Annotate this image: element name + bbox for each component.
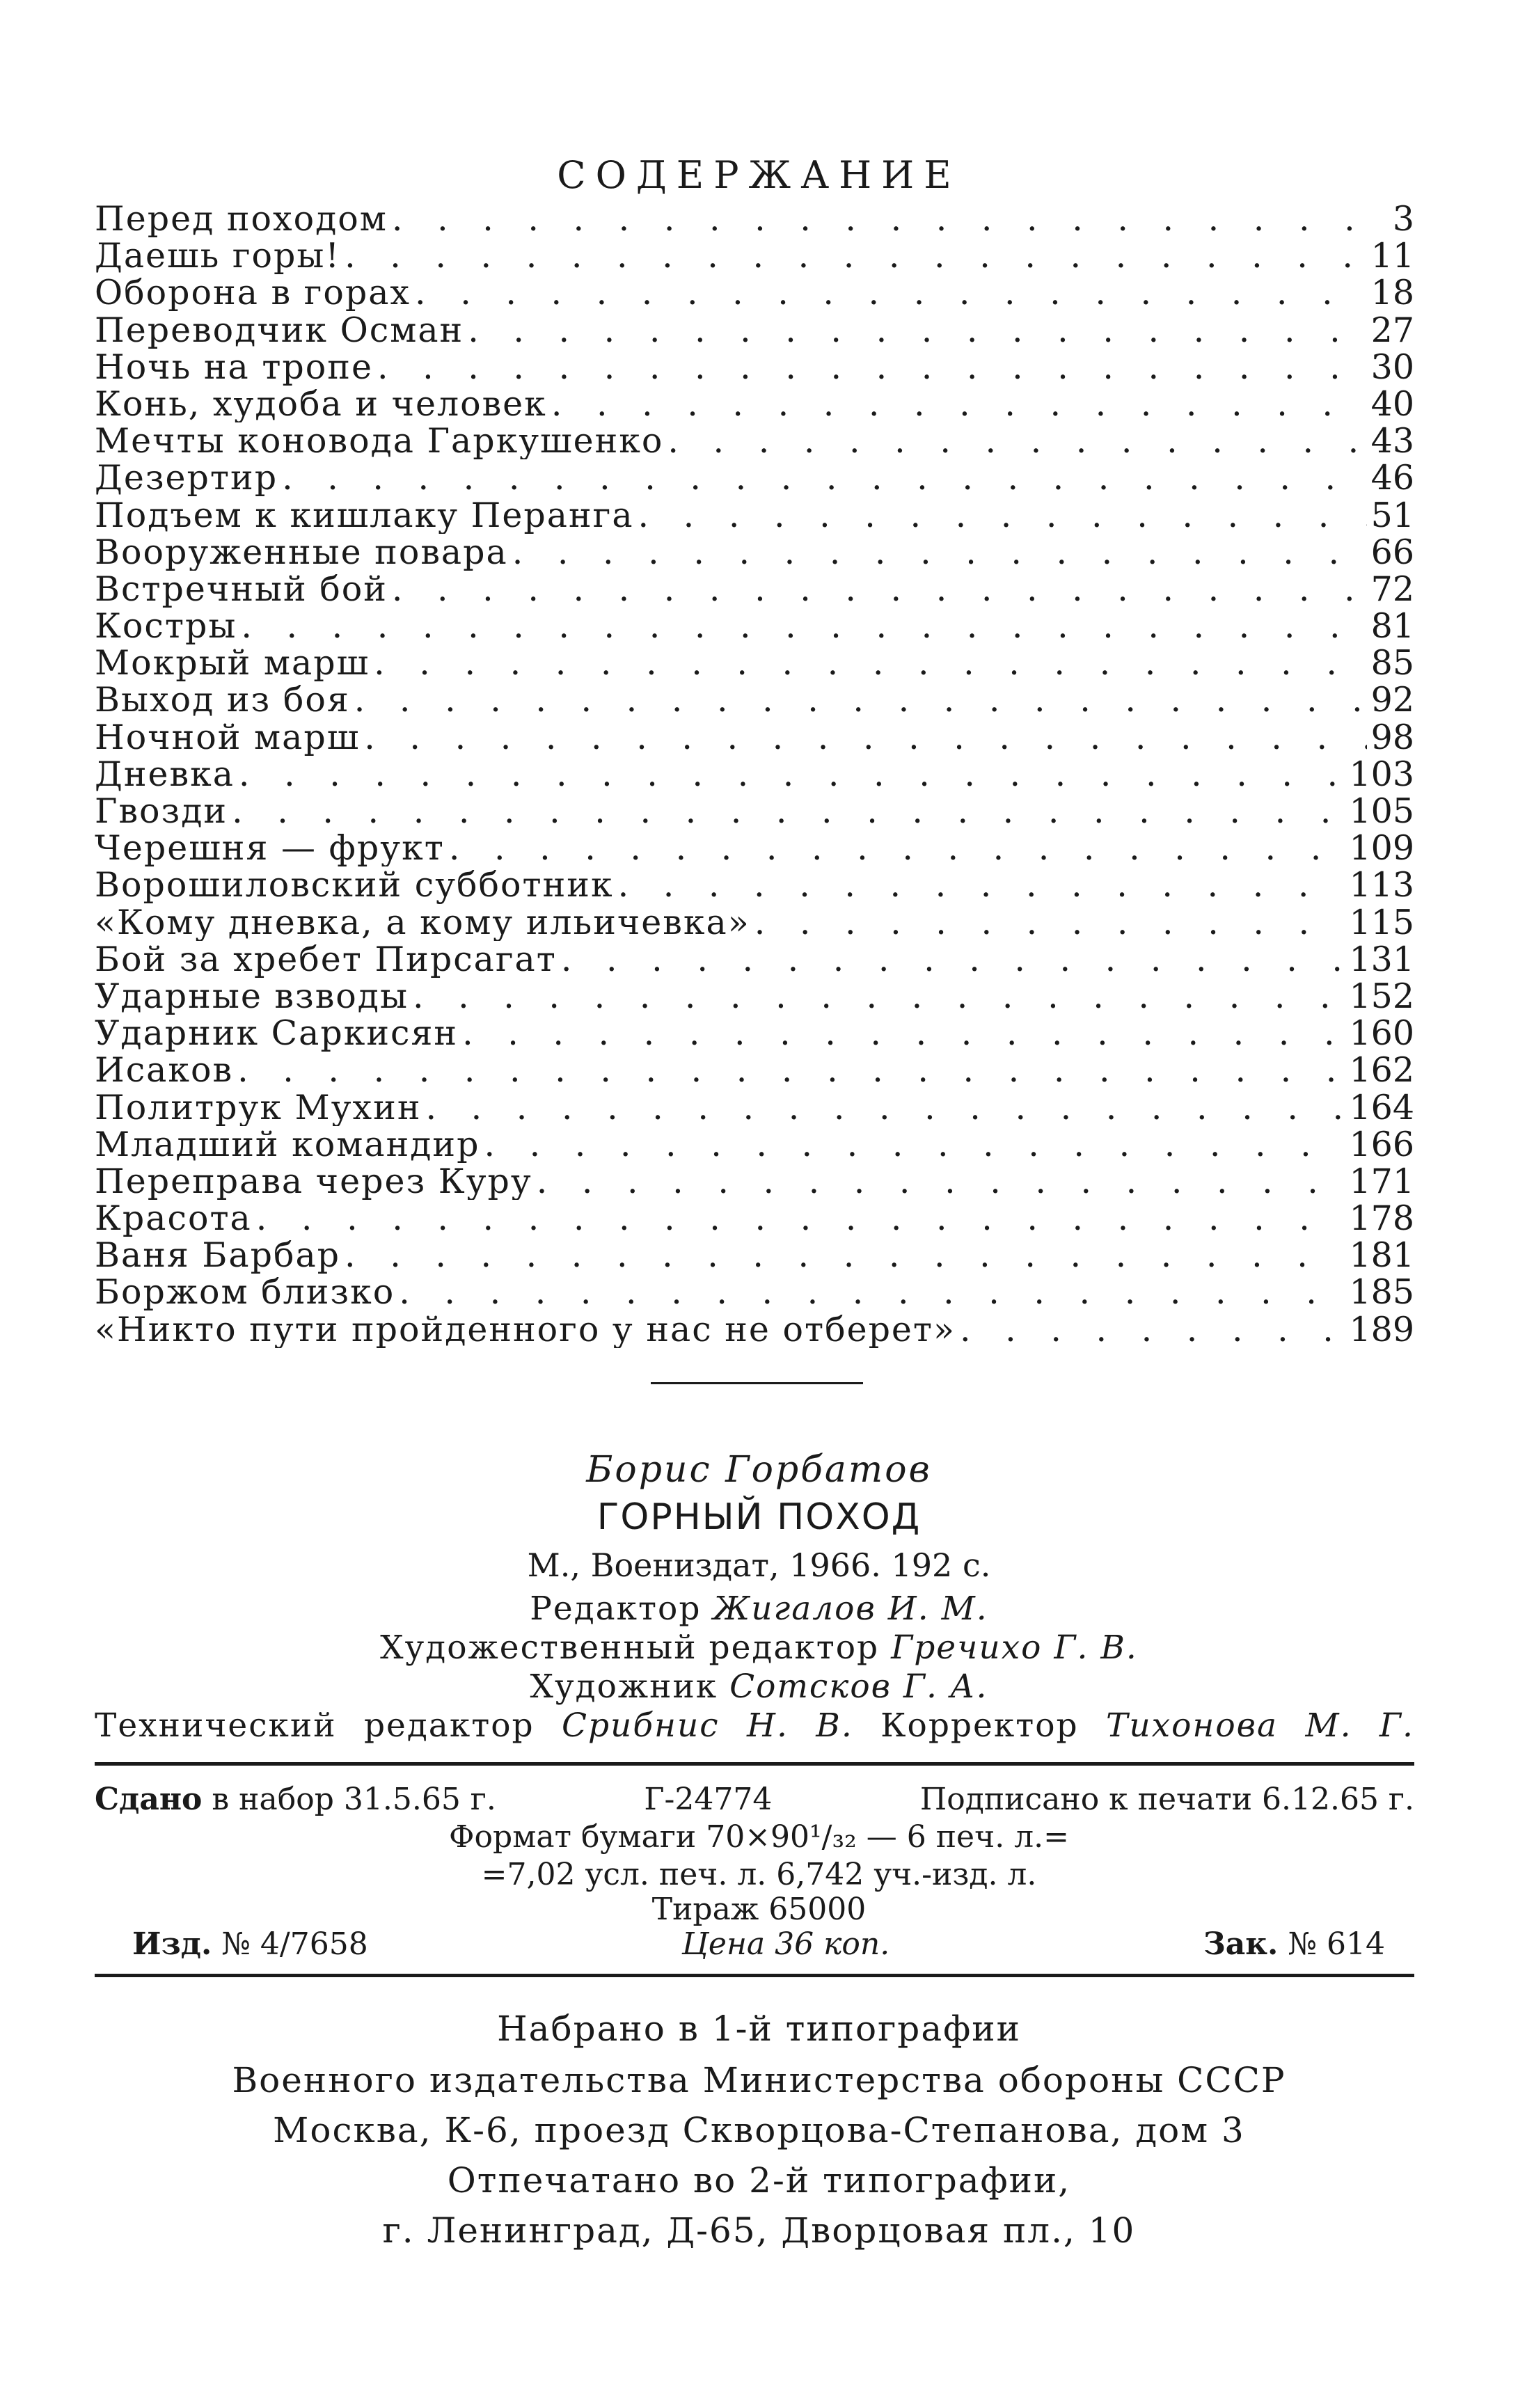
toc-entry	[95, 1089, 1414, 1126]
toc-entry	[95, 866, 1414, 903]
censor-code: Г-24774	[644, 1782, 773, 1817]
toc-entry-page: 105	[1349, 793, 1414, 830]
toc-entry	[95, 1015, 1414, 1052]
toc-leader-dots	[392, 200, 1368, 237]
toc-entry-page: 109	[1349, 830, 1414, 867]
toc-entry	[95, 1274, 1414, 1310]
toc-entry-title: Переводчик Осман	[95, 311, 464, 349]
toc-entry	[95, 497, 1414, 534]
toc-entry-title: Переправа через Куру	[95, 1162, 532, 1201]
toc-leader-dots	[754, 904, 1345, 941]
toc-entry-page: 43	[1370, 422, 1414, 460]
toc-entry-title: Подъем к кишлаку Перанга	[95, 496, 634, 534]
toc-entry	[95, 978, 1414, 1015]
printing-dates-line	[95, 1782, 1414, 1817]
toc-leader-dots	[638, 497, 1367, 534]
toc-leader-dots	[237, 1052, 1345, 1088]
toc-leader-dots	[415, 274, 1367, 311]
toc-leader-dots	[392, 571, 1367, 608]
toc-leader-dots	[345, 1237, 1345, 1274]
toc-leader-dots	[232, 793, 1345, 830]
toc-entry-title: Встречный бой	[95, 570, 388, 608]
toc-entry-title: Бой за хребет Пирсагат	[95, 940, 557, 978]
publisher-name: Военного издательства Министерства обороны СССР	[232, 2060, 1286, 2100]
toc-entry-title: Ударные взводы	[95, 977, 409, 1015]
toc-leader-dots	[241, 608, 1366, 644]
toc-entry-page: 85	[1370, 644, 1414, 682]
toc-leader-dots	[364, 719, 1366, 756]
toc-entry-title: Боржом близко	[95, 1274, 395, 1311]
toc-entry-page: 166	[1349, 1125, 1414, 1163]
toc-entry-page: 18	[1370, 274, 1414, 312]
toc-leader-dots	[561, 941, 1345, 978]
toc-entry-title: Даешь горы!	[95, 237, 341, 275]
divider-rule	[95, 1974, 1414, 1977]
toc-entry-page: 152	[1349, 977, 1414, 1015]
toc-entry-title: Ворошиловский субботник	[95, 866, 614, 904]
book-author: Борис Горбатов	[586, 1449, 932, 1491]
toc-entry-page: 11	[1370, 237, 1414, 275]
toc-entry-page: 164	[1349, 1088, 1414, 1126]
edition-value: № 4/7658	[221, 1926, 368, 1962]
toc-entry-page: 103	[1349, 755, 1414, 793]
toc-entry-page: 171	[1349, 1162, 1414, 1201]
sent-text: в набор 31.5.65 г.	[212, 1782, 496, 1817]
toc-leader-dots	[425, 1089, 1345, 1126]
toc-entry-title: Ударник Саркисян	[95, 1015, 459, 1052]
credit-label: Технический редактор	[95, 1706, 535, 1745]
circulation: Тираж 65000	[651, 1892, 867, 1927]
toc-entry-page: 46	[1370, 459, 1414, 497]
toc-entry-page: 178	[1349, 1200, 1414, 1237]
sheet-counts: =7,02 усл. печ. л. 6,742 уч.-изд. л.	[481, 1857, 1037, 1892]
toc-entry	[95, 719, 1414, 756]
toc-entry-page: 66	[1370, 533, 1414, 571]
toc-entry-title: Перед походом	[95, 200, 388, 238]
toc-entry-page: 92	[1370, 681, 1414, 719]
toc-leader-dots	[256, 1200, 1345, 1237]
publisher-address: Москва, К-6, проезд Скворцова-Степанова, дом 3	[273, 2110, 1245, 2150]
credit-label: Редактор	[530, 1590, 702, 1628]
toc-entry	[95, 312, 1414, 349]
toc-entry-title: «Кому дневка, а кому ильичевка»	[95, 903, 750, 941]
toc-entry	[95, 793, 1414, 830]
sent-label: Сдано	[95, 1782, 203, 1817]
credit-person: Гречихо Г. В.	[891, 1629, 1138, 1667]
toc-entry	[95, 1200, 1414, 1237]
credit-label: Художник	[530, 1668, 718, 1706]
toc-entry	[95, 1237, 1414, 1274]
toc-leader-dots	[239, 756, 1345, 793]
toc-entry-title: Ваня Барбар	[95, 1237, 341, 1274]
toc-entry	[95, 1311, 1414, 1348]
toc-entry	[95, 422, 1414, 459]
toc-entry	[95, 200, 1414, 237]
edition-price-order-line	[132, 1926, 1385, 1962]
toc-entry-title: Мечты коновода Гаркушенко	[95, 422, 664, 460]
toc-entry-title: Дезертир	[95, 459, 278, 497]
toc-entry-page: 160	[1349, 1015, 1414, 1052]
toc-entry-page: 113	[1349, 866, 1414, 904]
toc-entry	[95, 349, 1414, 386]
signed-to-print: Подписано к печати 6.12.65 г.	[919, 1782, 1414, 1817]
toc-leader-dots	[462, 1015, 1345, 1052]
order-label: Зак.	[1203, 1926, 1279, 1962]
toc-entry-title: Политрук Мухин	[95, 1088, 422, 1126]
credit-person: Тихонова М. Г.	[1106, 1706, 1414, 1745]
toc-leader-dots	[282, 459, 1367, 496]
toc-entry	[95, 941, 1414, 978]
toc-entry-page: 27	[1370, 311, 1414, 349]
toc-leader-dots	[667, 422, 1366, 459]
toc-entry	[95, 386, 1414, 422]
toc-entry	[95, 644, 1414, 681]
edition-label: Изд.	[132, 1926, 212, 1962]
credit-label: Корректор	[880, 1706, 1079, 1745]
credit-tech-editor-and-corrector	[95, 1706, 1414, 1745]
toc-entry-title: Ночной марш	[95, 718, 361, 756]
toc-entry	[95, 237, 1414, 274]
toc-entry	[95, 534, 1414, 571]
toc-leader-dots	[354, 681, 1367, 718]
toc-entry-title: Мокрый марш	[95, 644, 370, 682]
toc-entry-page: 98	[1370, 718, 1414, 756]
order-value: № 614	[1288, 1926, 1385, 1962]
price: Цена 36 коп.	[681, 1926, 890, 1962]
typeset-by: Набрано в 1-й типографии	[497, 2009, 1021, 2049]
toc-entry-title: Дневка	[95, 755, 235, 793]
toc-entry-title: Костры	[95, 608, 237, 645]
toc-entry-page: 3	[1392, 200, 1414, 238]
toc-entry-page: 189	[1349, 1310, 1414, 1348]
toc-entry	[95, 830, 1414, 866]
toc-leader-dots	[618, 866, 1345, 903]
toc-entry-title: Гвозди	[95, 793, 228, 830]
toc-leader-dots	[449, 830, 1345, 866]
toc-entry	[95, 1126, 1414, 1163]
toc-leader-dots	[551, 386, 1367, 422]
sent-to-typeset	[95, 1782, 496, 1817]
toc-entry-page: 72	[1370, 570, 1414, 608]
toc-entry-page: 181	[1349, 1237, 1414, 1274]
toc-entry	[95, 756, 1414, 793]
toc-leader-dots	[960, 1311, 1345, 1348]
toc-heading: СОДЕРЖАНИЕ	[557, 153, 961, 197]
toc-entry-page: 131	[1349, 940, 1414, 978]
printed-by: Отпечатано во 2-й типографии,	[447, 2160, 1071, 2201]
toc-entry	[95, 608, 1414, 644]
toc-leader-dots	[374, 644, 1366, 681]
toc-entry	[95, 681, 1414, 718]
toc-leader-dots	[377, 349, 1367, 386]
credit-person: Жигалов И. М.	[713, 1590, 988, 1628]
toc-entry	[95, 1052, 1414, 1088]
credit-label: Художественный редактор	[380, 1629, 880, 1667]
paper-format: Формат бумаги 70×90¹/₃₂ — 6 печ. л.=	[449, 1819, 1069, 1855]
credit-person: Сотсков Г. А.	[729, 1668, 988, 1706]
section-divider	[651, 1382, 863, 1384]
toc-entry-title: Красота	[95, 1200, 252, 1237]
toc-entry	[95, 904, 1414, 941]
table-of-contents	[95, 200, 1414, 1348]
book-title: ГОРНЫЙ ПОХОД	[596, 1496, 922, 1538]
toc-entry-page: 81	[1370, 608, 1414, 645]
toc-leader-dots	[484, 1126, 1345, 1163]
credit-art-editor	[0, 1629, 1518, 1667]
toc-leader-dots	[413, 978, 1345, 1015]
toc-entry-title: Черешня — фрукт	[95, 830, 445, 867]
toc-entry-page: 162	[1349, 1052, 1414, 1089]
toc-entry-page: 40	[1370, 385, 1414, 423]
toc-entry-page: 115	[1349, 903, 1414, 941]
divider-rule	[95, 1762, 1414, 1766]
toc-entry-title: Выход из боя	[95, 681, 350, 719]
toc-entry-title: «Никто пути пройденного у нас не отберет»	[95, 1310, 956, 1348]
toc-leader-dots	[512, 534, 1367, 571]
credit-person: Срибнис Н. В.	[562, 1706, 853, 1745]
order-number	[1203, 1926, 1385, 1962]
toc-entry-page: 51	[1370, 496, 1414, 534]
toc-leader-dots	[468, 312, 1366, 349]
toc-entry	[95, 1163, 1414, 1200]
toc-leader-dots	[537, 1163, 1345, 1200]
toc-entry-title: Ночь на тропе	[95, 348, 373, 386]
toc-entry	[95, 571, 1414, 608]
credit-editor	[0, 1590, 1518, 1628]
edition-number	[132, 1926, 368, 1962]
printer-address: г. Ленинград, Д-65, Дворцовая пл., 10	[382, 2210, 1136, 2251]
toc-entry-title: Оборона в горах	[95, 274, 411, 312]
toc-entry-title: Исаков	[95, 1052, 234, 1089]
toc-entry	[95, 274, 1414, 311]
toc-entry	[95, 459, 1414, 496]
toc-leader-dots	[399, 1274, 1345, 1310]
toc-leader-dots	[345, 237, 1367, 274]
toc-entry-title: Вооруженные повара	[95, 533, 508, 571]
toc-entry-page: 185	[1349, 1274, 1414, 1311]
toc-entry-page: 30	[1370, 348, 1414, 386]
book-imprint: М., Воениздат, 1966. 192 с.	[527, 1546, 991, 1584]
credit-artist	[0, 1668, 1518, 1706]
toc-entry-title: Конь, худоба и человек	[95, 385, 547, 423]
toc-entry-title: Младший командир	[95, 1125, 480, 1163]
